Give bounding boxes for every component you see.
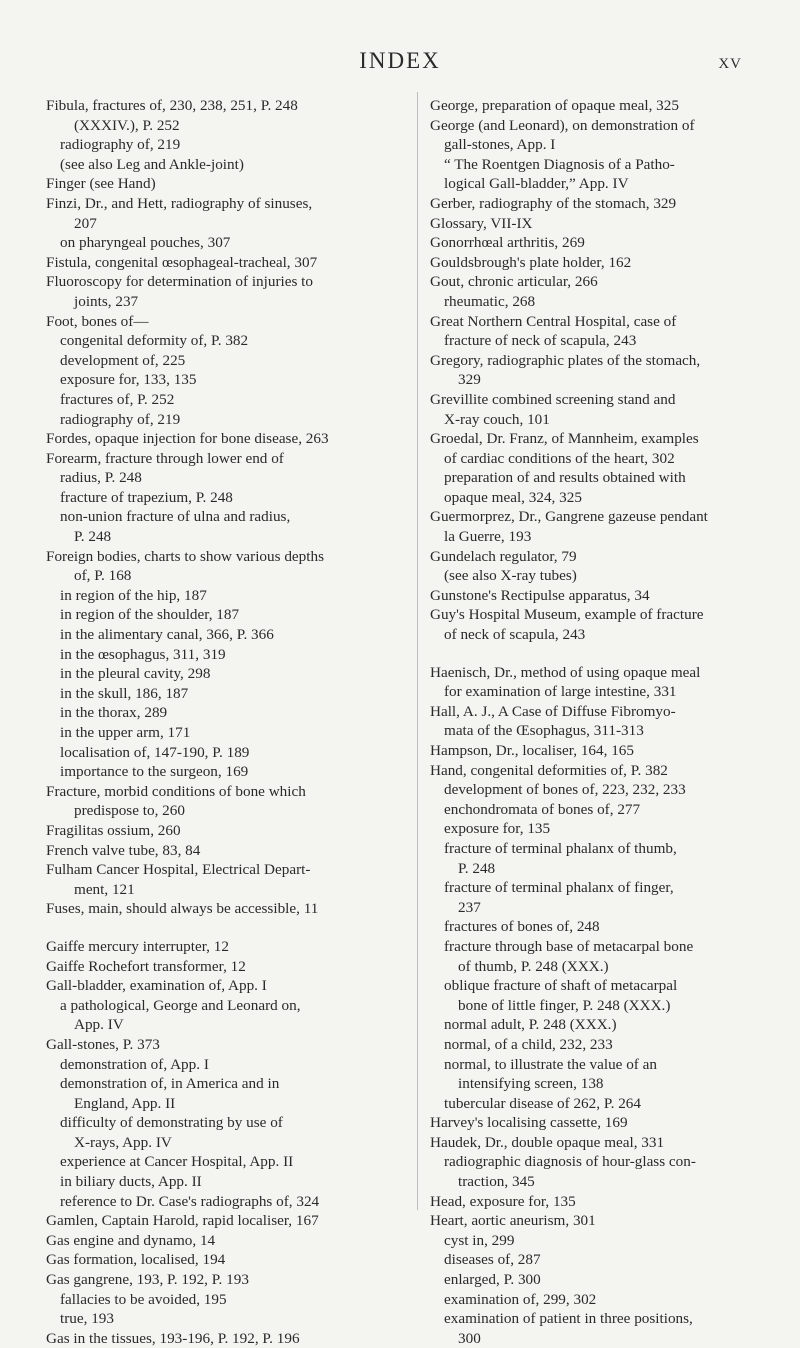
page-number: XV bbox=[718, 56, 742, 72]
index-line: mata of the Œsophagus, 311-313 bbox=[444, 722, 644, 740]
index-line: Gall-bladder, examination of, App. I bbox=[46, 977, 267, 995]
index-line: X-ray couch, 101 bbox=[444, 410, 550, 428]
index-line: Great Northern Central Hospital, case of bbox=[430, 312, 677, 330]
index-line: development of, 225 bbox=[60, 351, 186, 369]
index-line: for examination of large intestine, 331 bbox=[444, 683, 677, 701]
index-line: in the thorax, 289 bbox=[60, 704, 168, 722]
index-line: ment, 121 bbox=[74, 880, 135, 898]
index-line: traction, 345 bbox=[458, 1173, 535, 1191]
index-line: Finger (see Hand) bbox=[46, 175, 156, 193]
index-line: exposure for, 133, 135 bbox=[60, 371, 197, 389]
index-line: enchondromata of bones of, 277 bbox=[444, 800, 641, 818]
index-line: Grevillite combined screening stand and bbox=[430, 390, 676, 408]
index-line: (see also Leg and Ankle-joint) bbox=[60, 155, 244, 173]
index-line: Gonorrhœal arthritis, 269 bbox=[430, 234, 585, 252]
index-line: Gundelach regulator, 79 bbox=[430, 547, 577, 565]
index-line: England, App. II bbox=[74, 1094, 176, 1112]
index-line: development of bones of, 223, 232, 233 bbox=[444, 781, 686, 799]
index-line: true, 193 bbox=[60, 1310, 114, 1328]
index-line: fracture of trapezium, P. 248 bbox=[60, 488, 233, 506]
index-line: Fracture, morbid conditions of bone which bbox=[46, 782, 306, 800]
index-line: Hall, A. J., A Case of Diffuse Fibromyo- bbox=[430, 702, 676, 720]
index-line: Fluoroscopy for determination of injuries to bbox=[46, 273, 313, 291]
index-line: Fordes, opaque injection for bone disease, 263 bbox=[46, 430, 329, 448]
index-line: radiography of, 219 bbox=[60, 410, 181, 428]
index-line: congenital deformity of, P. 382 bbox=[60, 332, 249, 350]
index-line: in the pleural cavity, 298 bbox=[60, 665, 211, 683]
index-line: Fuses, main, should always be accessible, 11 bbox=[46, 900, 319, 918]
index-line: intensifying screen, 138 bbox=[458, 1075, 604, 1093]
index-line: Hand, congenital deformities of, P. 382 bbox=[430, 761, 668, 779]
index-line: joints, 237 bbox=[74, 292, 139, 310]
index-line: 207 bbox=[74, 214, 97, 232]
index-line: Gerber, radiography of the stomach, 329 bbox=[430, 194, 677, 212]
index-line: Heart, aortic aneurism, 301 bbox=[430, 1212, 596, 1230]
index-line: normal, to illustrate the value of an bbox=[444, 1055, 657, 1073]
index-line: examination of patient in three positions, bbox=[444, 1310, 693, 1328]
index-line: preparation of and results obtained with bbox=[444, 469, 686, 487]
index-line: Guy's Hospital Museum, example of fracture bbox=[430, 606, 704, 624]
index-line: fracture of terminal phalanx of finger, bbox=[444, 879, 674, 897]
index-line: Gregory, radiographic plates of the stomach, bbox=[430, 351, 701, 369]
index-line: of cardiac conditions of the heart, 302 bbox=[444, 449, 675, 467]
index-line: difficulty of demonstrating by use of bbox=[60, 1114, 283, 1132]
index-line: predispose to, 260 bbox=[74, 802, 185, 820]
index-line: Harvey's localising cassette, 169 bbox=[430, 1114, 628, 1132]
index-line: reference to Dr. Case's radiographs of, 324 bbox=[60, 1192, 320, 1210]
index-line: Guermorprez, Dr., Gangrene gazeuse pendant bbox=[430, 508, 708, 526]
index-line: of thumb, P. 248 (XXX.) bbox=[458, 957, 609, 975]
index-line: Gas in the tissues, 193-196, P. 192, P. 196 bbox=[46, 1329, 300, 1347]
index-line: Gamlen, Captain Harold, rapid localiser, 167 bbox=[46, 1212, 319, 1230]
index-line: Fulham Cancer Hospital, Electrical Depart- bbox=[46, 861, 311, 879]
index-line: gall-stones, App. I bbox=[444, 136, 556, 154]
index-line: fallacies to be avoided, 195 bbox=[60, 1290, 227, 1308]
index-line: in the upper arm, 171 bbox=[60, 724, 191, 741]
index-line: George (and Leonard), on demonstration of bbox=[430, 116, 695, 134]
index-line: George, preparation of opaque meal, 325 bbox=[430, 97, 679, 114]
index-line: of, P. 168 bbox=[74, 567, 132, 585]
index-line: localisation of, 147-190, P. 189 bbox=[60, 743, 250, 761]
index-line: “ The Roentgen Diagnosis of a Patho- bbox=[444, 155, 675, 173]
index-line: 329 bbox=[458, 371, 481, 389]
index-line: in biliary ducts, App. II bbox=[60, 1173, 202, 1191]
index-line: Fistula, congenital œsophageal-tracheal, 307 bbox=[46, 253, 318, 271]
index-line: non-union fracture of ulna and radius, bbox=[60, 508, 291, 526]
index-line: in the œsophagus, 311, 319 bbox=[60, 645, 226, 663]
index-line: Haenisch, Dr., method of using opaque meal bbox=[430, 663, 701, 681]
index-line: fracture of neck of scapula, 243 bbox=[444, 332, 637, 350]
index-line: Gaiffe mercury interrupter, 12 bbox=[46, 937, 229, 955]
index-line: radius, P. 248 bbox=[60, 469, 142, 487]
index-line: importance to the surgeon, 169 bbox=[60, 763, 249, 781]
index-line: experience at Cancer Hospital, App. II bbox=[60, 1153, 294, 1171]
index-line: Gas formation, localised, 194 bbox=[46, 1251, 226, 1269]
index-line: Finzi, Dr., and Hett, radiography of sinuses, bbox=[46, 194, 313, 212]
index-line: examination of, 299, 302 bbox=[444, 1290, 597, 1308]
index-line: Glossary, VII-IX bbox=[430, 214, 533, 232]
index-line: rheumatic, 268 bbox=[444, 292, 536, 310]
index-line: X-rays, App. IV bbox=[74, 1133, 172, 1151]
index-line: fractures of, P. 252 bbox=[60, 390, 175, 408]
index-line: Gaiffe Rochefort transformer, 12 bbox=[46, 957, 246, 975]
index-line: logical Gall-bladder,” App. IV bbox=[444, 175, 629, 193]
page-header bbox=[0, 48, 800, 78]
section-gap bbox=[430, 645, 780, 663]
index-line: 300 bbox=[458, 1329, 481, 1347]
index-line: demonstration of, in America and in bbox=[60, 1075, 280, 1093]
index-line: diseases of, 287 bbox=[444, 1251, 541, 1269]
index-line: Foreign bodies, charts to show various depths bbox=[46, 547, 324, 565]
index-line: demonstration of, App. I bbox=[60, 1055, 209, 1073]
index-line: enlarged, P. 300 bbox=[444, 1271, 541, 1289]
index-line: (see also X-ray tubes) bbox=[444, 567, 577, 585]
index-line: tubercular disease of 262, P. 264 bbox=[444, 1094, 641, 1112]
index-line: Gas gangrene, 193, P. 192, P. 193 bbox=[46, 1271, 249, 1289]
index-line: fractures of bones of, 248 bbox=[444, 918, 600, 936]
index-line: Groedal, Dr. Franz, of Mannheim, examples bbox=[430, 430, 699, 448]
index-line: in the alimentary canal, 366, P. 366 bbox=[60, 626, 274, 644]
index-line: bone of little finger, P. 248 (XXX.) bbox=[458, 996, 671, 1014]
index-line: Gout, chronic articular, 266 bbox=[430, 273, 598, 291]
column-divider bbox=[417, 92, 418, 1210]
page-title: INDEX bbox=[359, 48, 441, 73]
index-line: radiography of, 219 bbox=[60, 136, 181, 154]
index-line: oblique fracture of shaft of metacarpal bbox=[444, 977, 678, 995]
index-line: of neck of scapula, 243 bbox=[444, 626, 586, 644]
index-line: 237 bbox=[458, 898, 481, 916]
index-line: normal, of a child, 232, 233 bbox=[444, 1035, 613, 1053]
index-line: Gunstone's Rectipulse apparatus, 34 bbox=[430, 586, 650, 604]
index-line: App. IV bbox=[74, 1016, 124, 1034]
index-line: Fragilitas ossium, 260 bbox=[46, 821, 181, 839]
index-line: la Guerre, 193 bbox=[444, 528, 532, 546]
index-line: in region of the shoulder, 187 bbox=[60, 606, 240, 624]
index-line: in the skull, 186, 187 bbox=[60, 684, 189, 702]
index-line: Forearm, fracture through lower end of bbox=[46, 449, 284, 467]
index-line: fracture through base of metacarpal bone bbox=[444, 937, 694, 955]
index-line: radiographic diagnosis of hour-glass con- bbox=[444, 1153, 696, 1171]
index-line: P. 248 bbox=[74, 528, 112, 546]
index-line: Hampson, Dr., localiser, 164, 165 bbox=[430, 742, 634, 759]
index-line: opaque meal, 324, 325 bbox=[444, 488, 582, 506]
index-line: Haudek, Dr., double opaque meal, 331 bbox=[430, 1133, 665, 1151]
index-line: (XXXIV.), P. 252 bbox=[74, 116, 180, 134]
index-line: on pharyngeal pouches, 307 bbox=[60, 234, 231, 252]
index-line: fracture of terminal phalanx of thumb, bbox=[444, 839, 677, 857]
index-line: cyst in, 299 bbox=[444, 1231, 515, 1249]
index-line: Foot, bones of— bbox=[46, 312, 149, 330]
index-line: Fibula, fractures of, 230, 238, 251, P. 248 bbox=[46, 97, 298, 114]
index-line: Gouldsbrough's plate holder, 162 bbox=[430, 253, 632, 271]
index-line: Gas engine and dynamo, 14 bbox=[46, 1231, 216, 1249]
index-line: normal adult, P. 248 (XXX.) bbox=[444, 1016, 617, 1034]
index-line: a pathological, George and Leonard on, bbox=[60, 996, 301, 1014]
index-line: Gall-stones, P. 373 bbox=[46, 1035, 160, 1053]
index-line: French valve tube, 83, 84 bbox=[46, 841, 201, 859]
index-line: in region of the hip, 187 bbox=[60, 586, 207, 604]
index-column-left bbox=[46, 96, 408, 1348]
section-gap bbox=[46, 919, 408, 937]
index-line: exposure for, 135 bbox=[444, 820, 551, 838]
index-line: Head, exposure for, 135 bbox=[430, 1192, 576, 1210]
index-column-right bbox=[430, 96, 780, 1348]
index-line: P. 248 bbox=[458, 859, 496, 877]
